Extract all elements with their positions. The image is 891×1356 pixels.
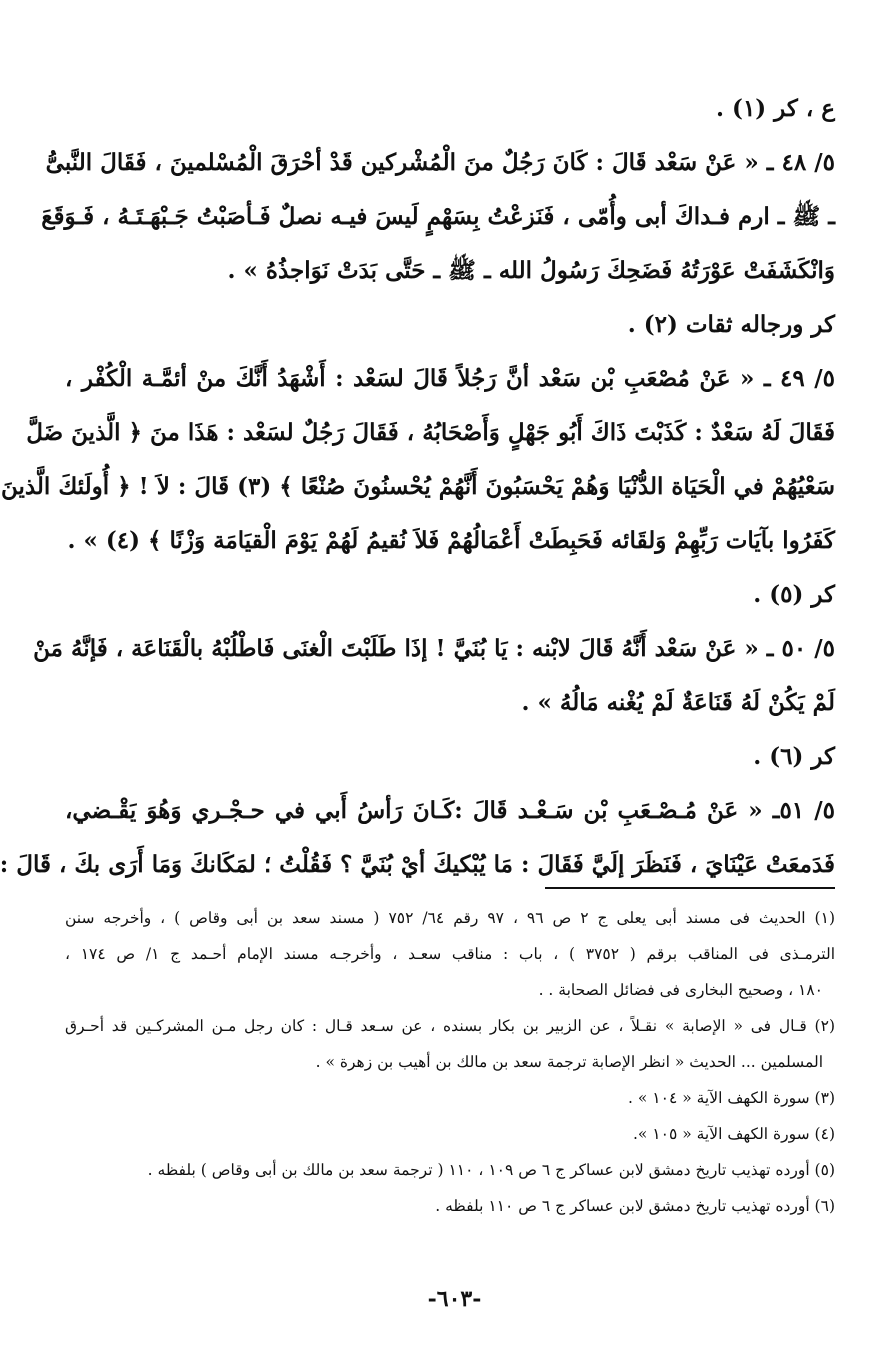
main-text (0, 82, 835, 892)
text-line: ع ، كر (١) . (716, 95, 835, 122)
footnote-line: (٢) قـال فى « الإصابة » نقـلاً ، عن الزبير بن بكار بسنده ، عن سـعد قـال : كان رجل مـن المشركـين قد أحـرق (65, 1017, 835, 1035)
text-line: ٥/ ٤٨ ـ « عَنْ سَعْد قَالَ : كَانَ رَجُلٌ منَ الْمُشْركين قَدْ أحْرَقَ الْمُسْلمينَ ، فَقَالَ النَّبىُّ (45, 149, 835, 176)
page-number: -٦٠٣- (427, 1286, 482, 1312)
text-line: سَعْيُهُمْ في الْحَيَاة الدُّنْيَا وَهُمْ يَحْسَبُونَ أَنَّهُمْ يُحْسنُونَ صُنْعًا ﴾ (٣) قَالَ : لاَ ! ﴿ أُولَئكَ الَّذينَ (0, 473, 835, 500)
footnote-line: المسلمين ... الحديث « انظر الإصابة ترجمة سعد بن مالك بن أهيب بن زهرة » . (315, 1053, 823, 1071)
text-line: كَفَرُوا بآيَات رَبِّهِمْ وَلقَائه فَحَبِطَتْ أَعْمَالُهُمْ فَلاَ نُقيمُ لَهُمْ يَوْمَ الْقيَامَة وَزْنًا ﴾ (٤) » . (67, 527, 835, 554)
footnote-line: (١) الحديث فى مسند أبى يعلى ج ٢ ص ٩٦ ، ٩٧ رقم ٦٤/ ٧٥٢ ( مسند سعد بن أبى وقاص ) ، وأخرجه سنن (65, 909, 835, 927)
text-line: وَانْكَشَفَتْ عَوْرَتُهُ فَضَحِكَ رَسُولُ الله ـ ﷺ ـ حَتَّى بَدَتْ نَوَاجذُهُ » . (227, 257, 835, 284)
footnote-line: (٦) أورده تهذيب تاريخ دمشق لابن عساكر ج ٦ ص ١١٠ بلفظه . (435, 1197, 835, 1215)
text-line: ـ ﷺ ـ ارم فـداكَ أبى وأُمّى ، فَنَزعْتُ بِسَهْمٍ لَيسَ فيـه نصلٌ فَـأصَبْتُ جَـبْهَـتَـهُ ، فَـوَقَعَ (41, 203, 835, 230)
text-line: كر ورجاله ثقات (٢) . (627, 311, 835, 338)
footnote-line: (٤) سورة الكهف الآية « ١٠٥ ». (632, 1125, 835, 1143)
text-line: لَمْ يَكُنْ لَهُ قَنَاعَةٌ لَمْ يُغْنه مَالُهُ » . (521, 689, 835, 716)
text-line: ٥/ ٥١ـ « عَنْ مُـصْـعَبِ بْن سَـعْـد قَالَ :كَـانَ رَأسُ أَبي في حـجْـري وَهُوَ يَقْـضي، (65, 797, 835, 824)
footnote-line: الترمـذى فى المناقب برقم ( ٣٧٥٢ ) ، باب : مناقب سعـد ، وأخرجـه مسند الإمام أحـمد ج ١/ ص ١٧٤ ، (65, 945, 836, 963)
footnote-line: (٣) سورة الكهف الآية « ١٠٤ » . (628, 1089, 835, 1107)
text-line: ٥/ ٤٩ ـ « عَنْ مُصْعَبِ بْن سَعْد أنَّ رَجُلاً قَالَ لسَعْد : أَشْهَدُ أَنَّكَ منْ أئمَّـة الْكُفْر ، (65, 365, 835, 392)
text-line: كر (٥) . (753, 581, 835, 608)
footnote-line: (٥) أورده تهذيب تاريخ دمشق لابن عساكر ج ٦ ص ١٠٩ ، ١١٠ ( ترجمة سعد بن مالك بن أبى وقاص ) بلفظه . (147, 1161, 835, 1179)
footnote-separator (545, 887, 835, 889)
text-line: فَدَمعَتْ عَيْنَايَ ، فَنَظَرَ إلَيَّ فَقَالَ : مَا يُبْكيكَ أيْ بُنَيَّ ؟ فَقُلْتُ ؛ لمَكَانكَ وَمَا أَرَى بكَ ، قَالَ : (0, 851, 835, 878)
footnotes (65, 900, 835, 1224)
text-line: ٥/ ٥٠ ـ « عَنْ سَعْد أَنَّهُ قَالَ لابْنه : يَا بُنَيَّ ! إذَا طَلَبْتَ الْغنَى فَاطْلُبْهُ بالْقَنَاعَة ، فَإنَّهُ مَنْ (33, 635, 835, 662)
footnote-line: ١٨٠ ، وصحيح البخارى فى فضائل الصحابة . . (538, 981, 823, 999)
text-line: فَقَالَ لَهُ سَعْدٌ : كَذَبْتَ ذَاكَ أَبُو جَهْلٍ وَأَصْحَابُهُ ، فَقَالَ رَجُلٌ لسَعْد : هَذَا منَ ﴿ الَّذينَ ضَلَّ (26, 419, 835, 446)
text-line: كر (٦) . (753, 743, 835, 770)
